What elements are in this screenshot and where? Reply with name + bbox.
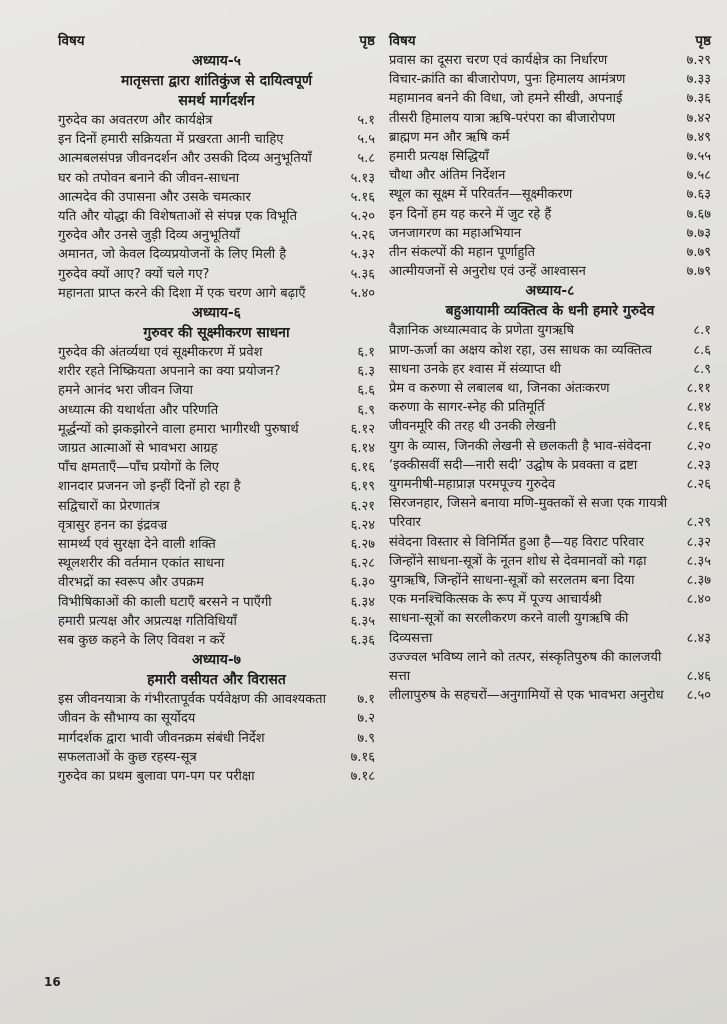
- entry-page: ६.१९: [350, 479, 375, 495]
- entry-page: ८.१६: [686, 419, 711, 435]
- entry-title: गुरुदेव क्यों आए? क्यों चले गए?: [58, 266, 210, 282]
- entry-page: ७.७९: [686, 264, 711, 280]
- entry-title: तीन संकल्पों की महान पूर्णाहुति: [389, 245, 536, 261]
- entry-title: गुरुदेव की अंतर्व्यथा एवं सूक्ष्मीकरण में प्रवेश: [58, 345, 263, 361]
- toc-entry: [389, 609, 711, 647]
- toc-entry: [58, 284, 375, 303]
- toc-left-column: [58, 32, 375, 932]
- toc-entry: [389, 51, 711, 70]
- entry-page: ८.४३: [686, 630, 711, 646]
- toc-entry: [389, 398, 711, 417]
- toc-entry: [58, 516, 375, 535]
- toc-entry: [58, 554, 375, 573]
- entry-title: गुरुदेव का अवतरण और कार्यक्षेत्र: [58, 113, 213, 128]
- entry-page: ७.२: [357, 711, 375, 727]
- entry-page: ८.२९: [686, 515, 711, 531]
- toc-entry: [389, 89, 711, 108]
- toc-entry: [389, 70, 711, 89]
- entry-title: सामर्थ्य एवं सुरक्षा देने वाली शक्ति: [58, 537, 216, 553]
- toc-entry: [389, 590, 711, 609]
- entry-title: स्थूलशरीर की वर्तमान एकांत साधना: [58, 556, 225, 572]
- entry-page: ८.२३: [686, 457, 711, 473]
- entry-title: अध्यात्म की यथार्थता और परिणति: [58, 402, 219, 418]
- folio-page-number: 16: [44, 975, 61, 989]
- entry-page: ७.१८: [350, 769, 375, 785]
- entry-title: शरीर रहते निष्क्रियता अपनाने का क्या प्रयोजन?: [58, 364, 281, 380]
- toc-entry: [389, 533, 711, 552]
- entry-title: गुरुदेव और उनसे जुड़ी दिव्य अनुभूतियाँ: [58, 228, 240, 244]
- entry-title: प्रवास का दूसरा चरण एवं कार्यक्षेत्र का निर्धारण: [389, 53, 608, 68]
- entry-title: महामानव बनने की विधा, जो हमने सीखी, अपनाई: [389, 91, 623, 107]
- entry-title: वैज्ञानिक अध्यात्मवाद के प्रणेता युगऋषि: [389, 323, 575, 339]
- entry-page: ८.३५: [686, 553, 711, 569]
- toc-entry: [58, 401, 375, 420]
- chapter-title: बहुआयामी व्यक्तित्व के धनी हमारे गुरुदेव: [445, 303, 655, 320]
- entry-page: ७.९: [357, 730, 375, 746]
- toc-entry: [389, 185, 711, 204]
- entry-title: युग के व्यास, जिनकी लेखनी से छलकती है भाव-संवेदना: [389, 438, 652, 454]
- page-label: पृष्ठ: [695, 33, 711, 49]
- chapter-title: समर्थ मार्गदर्शन: [178, 93, 255, 109]
- toc-entry: [389, 686, 711, 705]
- toc-entry: [58, 593, 375, 612]
- toc-entry: [58, 612, 375, 631]
- toc-entry: [389, 456, 711, 475]
- chapter-number: अध्याय-७: [192, 652, 241, 669]
- entry-title: जिन्होंने साधना-सूत्रों के नूतन शोध से देवमानवों को गढ़ा: [389, 553, 647, 569]
- toc-left-body: [58, 51, 375, 786]
- toc-entry: [389, 417, 711, 436]
- entry-title: एक मनश्चिकित्सक के रूप में पूज्य आचार्यश्री: [389, 592, 602, 608]
- entry-title: सद्विचारों का प्रेरणातंत्र: [58, 498, 160, 514]
- toc-entry: [58, 439, 375, 458]
- chapter-number: अध्याय-८: [525, 283, 575, 300]
- entry-page: ५.३२: [350, 247, 375, 263]
- entry-page: ७.७३: [686, 225, 711, 241]
- subject-label: विषय: [389, 33, 416, 49]
- toc-entry: [58, 477, 375, 496]
- entry-page: ८.३७: [686, 573, 711, 589]
- entry-page: ७.६३: [686, 187, 711, 203]
- toc-entry: [58, 188, 375, 207]
- toc-entry: [389, 360, 711, 379]
- chapter-number: अध्याय-६: [192, 305, 241, 322]
- entry-page: ५.३६: [350, 266, 375, 282]
- entry-page: ५.२६: [350, 228, 375, 244]
- toc-entry: [58, 362, 375, 381]
- entry-page: ५.२०: [350, 209, 375, 225]
- entry-title: सफलताओं के कुछ रहस्य-सूत्र: [58, 749, 197, 765]
- entry-title: लीलापुरुष के सहचरों—अनुगामियों से एक भावभरा अनुरोध: [389, 688, 664, 704]
- entry-title: इस जीवनयात्रा के गंभीरतापूर्वक पर्यवेक्षण की आवश्यकता: [58, 692, 326, 708]
- entry-title: इन दिनों हमारी सक्रियता में प्रखरता आनी चाहिए: [58, 132, 284, 148]
- toc-entry: [389, 224, 711, 243]
- entry-page: ७.४९: [686, 129, 711, 145]
- entry-title: ‘इक्कीसवीं सदी—नारी सदी’ उद्घोष के प्रवक्ता व द्रष्टा: [389, 457, 638, 473]
- entry-title: साधना-सूत्रों का सरलीकरण करने वाली युगऋषि की दिव्यसत्ता: [389, 611, 629, 646]
- toc-entry: [58, 729, 375, 748]
- entry-page: ७.१: [357, 692, 375, 708]
- chapter-title: गुरुवर की सूक्ष्मीकरण साधना: [143, 325, 290, 342]
- entry-title: स्थूल का सूक्ष्म में परिवर्तन—सूक्ष्मीकरण: [389, 187, 573, 203]
- entry-title: संवेदना विस्तार से विनिर्मित हुआ है—यह विराट परिवार: [389, 534, 645, 550]
- entry-page: ६.३०: [350, 575, 375, 591]
- toc-entry: [58, 149, 375, 168]
- entry-title: गुरुदेव का प्रथम बुलावा पग-पग पर परीक्षा: [58, 769, 255, 785]
- entry-title: अमानत, जो केवल दिव्यप्रयोजनों के लिए मिली है: [58, 247, 287, 263]
- toc-right-column: [389, 32, 711, 932]
- toc-entry: [389, 437, 711, 456]
- entry-page: ६.९: [357, 402, 375, 418]
- entry-page: ५.१३: [350, 170, 375, 186]
- entry-page: ५.१: [357, 113, 375, 128]
- toc-entry: [58, 535, 375, 554]
- toc-entry: [58, 207, 375, 226]
- toc-entry: [58, 420, 375, 439]
- entry-page: ६.२७: [350, 537, 375, 553]
- entry-title: ब्राह्मण मन और ऋषि कर्म: [389, 129, 510, 145]
- toc-entry: [389, 321, 711, 340]
- toc-entry: [389, 341, 711, 360]
- toc-entry: [389, 379, 711, 398]
- entry-page: ६.१: [357, 345, 375, 361]
- toc-entry: [58, 169, 375, 188]
- entry-title: घर को तपोवन बनाने की जीवन-साधना: [58, 170, 240, 186]
- entry-page: ७.३६: [686, 91, 711, 107]
- entry-title: प्राण-ऊर्जा का अक्षय कोश रहा, उस साधक का व्यक्तित्व: [389, 342, 652, 358]
- entry-page: ६.१६: [350, 460, 375, 476]
- entry-page: ५.१६: [350, 189, 375, 205]
- entry-title: मूर्द्धन्यों को झकझोरने वाला हमारा भागीरथी पुरुषार्थ: [58, 421, 299, 437]
- entry-title: तीसरी हिमालय यात्रा ऋषि-परंपरा का बीजारोपण: [389, 110, 616, 126]
- entry-page: ७.५८: [686, 168, 711, 184]
- entry-page: ६.३: [357, 364, 375, 380]
- entry-page: ७.२९: [686, 53, 711, 68]
- entry-page: ८.६: [693, 342, 711, 358]
- entry-title: महानता प्राप्त करने की दिशा में एक चरण आगे बढ़ाएँ: [58, 285, 306, 301]
- entry-page: ८.३२: [686, 534, 711, 550]
- entry-page: ८.९: [693, 361, 711, 377]
- entry-title: युगमनीषी-महाप्राज्ञ परमपूज्य गुरुदेव: [389, 477, 556, 493]
- entry-page: ८.२६: [686, 477, 711, 493]
- toc-entry: [58, 381, 375, 400]
- entry-page: ८.११: [686, 381, 711, 397]
- table-of-contents: [58, 32, 711, 932]
- toc-entry: [389, 648, 711, 686]
- entry-title: जाग्रत आत्माओं से भावभरा आग्रह: [58, 441, 218, 457]
- entry-page: ७.४२: [686, 110, 711, 126]
- entry-page: ८.२०: [686, 438, 711, 454]
- entry-title: उज्ज्वल भविष्य लाने को तत्पर, संस्कृतिपुरुष की कालजयी सत्ता: [389, 649, 662, 685]
- entry-page: ५.५: [357, 132, 375, 148]
- entry-title: हमने आनंद भरा जीवन जिया: [58, 383, 194, 399]
- entry-title: मार्गदर्शक द्वारा भावी जीवनक्रम संबंधी निर्देश: [58, 730, 265, 746]
- toc-entry: [58, 497, 375, 516]
- entry-title: आत्मबलसंपन्न जीवनदर्शन और उसकी दिव्य अनुभूतियाँ: [58, 151, 312, 167]
- entry-page: ६.६: [357, 383, 375, 399]
- entry-title: आत्मीयजनों से अनुरोध एवं उन्हें आश्वासन: [389, 264, 586, 280]
- page-label: पृष्ठ: [359, 33, 375, 49]
- toc-entry: [389, 205, 711, 224]
- entry-page: ६.२१: [350, 498, 375, 514]
- entry-title: हमारी प्रत्यक्ष और अप्रत्यक्ष गतिविधियाँ: [58, 613, 237, 629]
- toc-entry: [58, 767, 375, 786]
- entry-page: ६.३४: [350, 594, 375, 610]
- toc-entry: [58, 690, 375, 709]
- entry-title: पाँच क्षमताएँ—पाँच प्रयोगों के लिए: [58, 460, 219, 476]
- chapter-title: मातृसत्ता द्वारा शांतिकुंज से दायित्वपूर्ण: [121, 73, 312, 89]
- entry-title: जीवनमूरि की तरह थी उनकी लेखनी: [389, 419, 556, 435]
- entry-page: ५.८: [357, 151, 375, 167]
- entry-page: ६.१२: [350, 421, 375, 437]
- entry-page: ७.५५: [686, 149, 711, 165]
- toc-entry: [389, 147, 711, 166]
- entry-page: ८.४६: [686, 669, 711, 685]
- entry-page: ८.१: [693, 323, 711, 339]
- entry-page: ७.६७: [686, 206, 711, 222]
- toc-entry: [389, 109, 711, 128]
- entry-title: युगऋषि, जिन्होंने साधना-सूत्रों को सरलतम बना दिया: [389, 573, 635, 589]
- toc-entry: [58, 265, 375, 284]
- entry-title: सब कुछ कहने के लिए विवश न करें: [58, 633, 225, 649]
- toc-entry: [389, 494, 711, 532]
- entry-page: ६.१४: [350, 441, 375, 457]
- entry-title: आत्मदेव की उपासना और उसके चमत्कार: [58, 189, 251, 205]
- entry-page: ८.१४: [686, 400, 711, 416]
- entry-title: यति और योद्धा की विशेषताओं से संपन्न एक विभूति: [58, 209, 298, 225]
- toc-entry: [389, 571, 711, 590]
- toc-entry: [58, 748, 375, 767]
- entry-title: हमारी प्रत्यक्ष सिद्धियाँ: [389, 149, 489, 165]
- entry-page: ७.३३: [686, 72, 711, 88]
- toc-entry: [58, 573, 375, 592]
- entry-page: ८.४०: [686, 592, 711, 608]
- toc-entry: [389, 166, 711, 185]
- toc-entry: [389, 262, 711, 281]
- subject-label: विषय: [58, 33, 85, 49]
- entry-title: साधना उनके हर श्वास में संव्याप्त थी: [389, 361, 561, 377]
- toc-entry: [389, 128, 711, 147]
- entry-title: विभीषिकाओं की काली घटाएँ बरसने न पाएँगी: [58, 594, 272, 610]
- toc-entry: [58, 709, 375, 728]
- entry-page: ८.५०: [686, 688, 711, 704]
- toc-entry: [58, 245, 375, 264]
- entry-page: ६.३६: [350, 633, 375, 649]
- entry-title: सिरजनहार, जिसने बनाया मणि-मुक्तकों से सजा एक गायत्री परिवार: [389, 496, 668, 531]
- entry-page: ६.३५: [350, 613, 375, 629]
- column-header: [389, 32, 711, 51]
- entry-title: चौथा और अंतिम निर्देशन: [389, 168, 506, 184]
- entry-page: ६.२८: [350, 556, 375, 572]
- entry-title: करुणा के सागर-स्नेह की प्रतिमूर्ति: [389, 400, 545, 416]
- toc-right-body: [389, 51, 711, 706]
- entry-title: जनजागरण का महाअभियान: [389, 225, 522, 241]
- toc-entry: [58, 111, 375, 130]
- entry-title: विचार-क्रांति का बीजारोपण, पुनः हिमालय आमंत्रण: [389, 72, 626, 88]
- toc-entry: [58, 458, 375, 477]
- entry-title: जीवन के सौभाग्य का सूर्योदय: [58, 711, 196, 727]
- toc-entry: [58, 631, 375, 650]
- entry-page: ७.७९: [686, 245, 711, 261]
- column-header: [58, 32, 375, 51]
- entry-title: वृत्रासुर हनन का इंद्रवज्र: [58, 517, 168, 533]
- entry-page: ६.२४: [350, 517, 375, 533]
- toc-entry: [58, 130, 375, 149]
- toc-entry: [389, 552, 711, 571]
- entry-title: प्रेम व करुणा से लबालब था, जिनका अंतःकरण: [389, 381, 610, 397]
- toc-entry: [58, 343, 375, 362]
- entry-page: ७.१६: [350, 749, 375, 765]
- entry-title: इन दिनों हम यह करने में जुट रहे हैं: [389, 206, 552, 222]
- chapter-number: अध्याय-५: [192, 53, 241, 69]
- entry-title: वीरभद्रों का स्वरूप और उपक्रम: [58, 575, 204, 591]
- entry-page: ५.४०: [350, 285, 375, 301]
- toc-entry: [389, 475, 711, 494]
- toc-entry: [58, 226, 375, 245]
- chapter-title: हमारी वसीयत और विरासत: [147, 672, 286, 689]
- toc-entry: [389, 243, 711, 262]
- entry-title: शानदार प्रजनन जो इन्हीं दिनों हो रहा है: [58, 479, 241, 495]
